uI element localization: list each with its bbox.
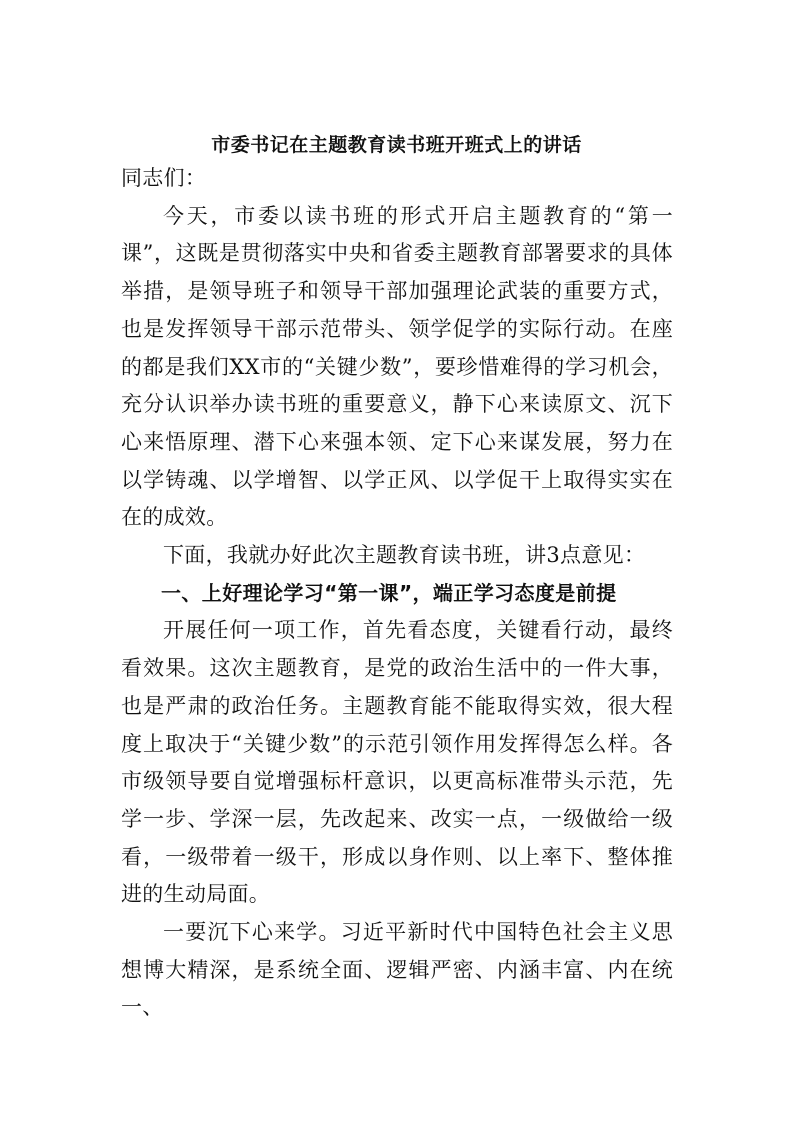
section-heading-1: 一、上好理论学习“第一课”，端正学习态度是前提 xyxy=(161,580,617,605)
paragraph-intro: 今天，市委以读书班的形式开启主题教育的“第一课”，这既是贯彻落实中央和省委主题教育部署要求的具体举措，是领导班子和领导干部加强理论武装的重要方式，也是发挥领导干部示范带头、领学促学的实际行动。在座的都是我们XX市的“关键少数”，要珍惜难得的学习机会，充分认识举办读书班的重要意义，静下心来读原文、沉下心来悟原理、潜下心来强本领、定下心来谋发展，努力在以学铸魂、以学增智、以学正风、以学促干上取得实实在在的成效。 xyxy=(121,203,673,530)
document-body xyxy=(121,160,673,1027)
paragraph-outline: 下面，我就办好此次主题教育读书班，讲3点意见： xyxy=(163,543,646,568)
salutation: 同志们： xyxy=(121,166,207,190)
paragraph-attitude: 开展任何一项工作，首先看态度，关键看行动，最终看效果。这次主题教育，是党的政治生活中的一件大事，也是严肃的政治任务。主题教育能不能取得实效，很大程度上取决于“关键少数”的示范引领作用发挥得怎么样。各市级领导要自觉增强标杆意识，以更高标准带头示范，先学一步、学深一层，先改起来、改实一点，一级做给一级看，一级带着一级干，形成以身作则、以上率下、整体推进的生动局面。 xyxy=(121,618,673,907)
paragraph-study: 一要沉下心来学。习近平新时代中国特色社会主义思想博大精深，是系统全面、逻辑严密、内涵丰富、内在统一、 xyxy=(121,920,673,1020)
page-title: 市委书记在主题教育读书班开班式上的讲话 xyxy=(211,134,582,156)
